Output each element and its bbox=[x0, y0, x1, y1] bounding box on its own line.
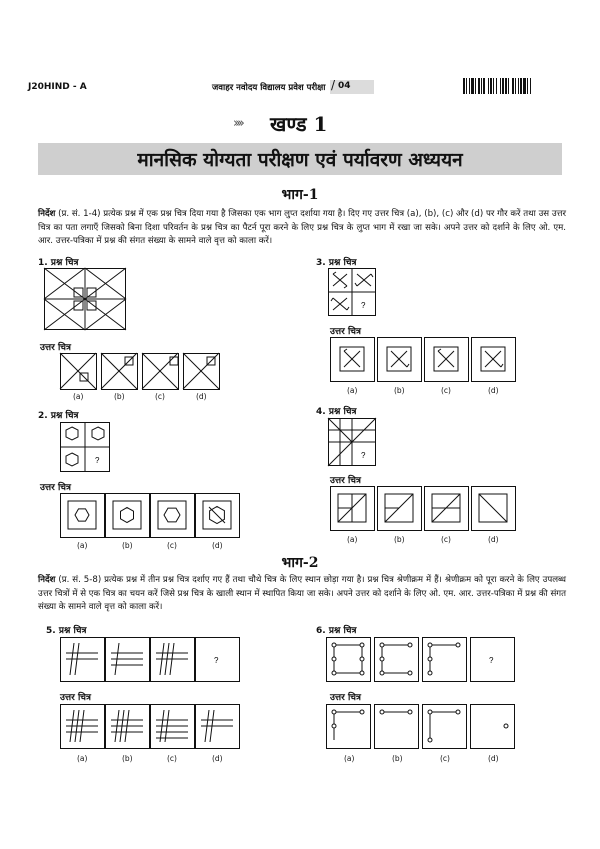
q3-label: 3. प्रश्न चित्र bbox=[316, 258, 357, 268]
option-b: (b) bbox=[122, 754, 133, 763]
option-c: (c) bbox=[155, 392, 165, 401]
part1-instruction bbox=[38, 208, 566, 249]
answer-cell bbox=[151, 494, 195, 538]
answer-cell bbox=[425, 487, 469, 531]
q1-answer-label: उत्तर चित्र bbox=[40, 343, 71, 353]
answer-cell bbox=[61, 494, 105, 538]
answer-cell bbox=[151, 638, 195, 682]
q6-answer-label: उत्तर चित्र bbox=[330, 693, 361, 703]
answer-cell bbox=[61, 705, 105, 749]
answer-cell bbox=[471, 638, 515, 682]
answer-cell bbox=[183, 353, 220, 390]
page-number: 04 bbox=[338, 81, 351, 91]
q2-answer-figures bbox=[60, 493, 240, 537]
option-a: (a) bbox=[77, 754, 88, 763]
q6-answer-figures bbox=[326, 704, 518, 749]
option-c: (c) bbox=[440, 754, 450, 763]
answer-cell bbox=[378, 338, 422, 382]
option-d: (d) bbox=[488, 386, 499, 395]
answer-cell bbox=[151, 705, 195, 749]
answer-cell bbox=[196, 705, 240, 749]
q1-label: 1. प्रश्न चित्र bbox=[38, 258, 79, 268]
q5-answer-figures bbox=[60, 704, 240, 749]
q1-answer-figures bbox=[60, 353, 220, 391]
q4-answer-figures bbox=[330, 486, 520, 531]
double-chevron-icon: ›››› bbox=[233, 116, 242, 131]
section-title: खण्ड 1 bbox=[270, 112, 328, 136]
answer-cell bbox=[472, 338, 516, 382]
part1-heading: भाग-1 bbox=[281, 187, 319, 203]
answer-cell bbox=[327, 705, 371, 749]
q3-missing-mark: ? bbox=[361, 301, 366, 310]
answer-cell bbox=[472, 487, 516, 531]
answer-cell bbox=[60, 353, 97, 390]
answer-cell bbox=[425, 338, 469, 382]
option-a: (a) bbox=[347, 535, 358, 544]
q3-question-figure bbox=[328, 268, 376, 316]
answer-cell bbox=[375, 705, 419, 749]
q6-question-figures bbox=[326, 637, 518, 682]
q4-label: 4. प्रश्न चित्र bbox=[316, 407, 357, 417]
answer-cell bbox=[423, 638, 467, 682]
part2-instruction bbox=[38, 574, 566, 615]
answer-cell bbox=[375, 638, 419, 682]
answer-cell bbox=[471, 705, 515, 749]
instruction-lead: निर्देश bbox=[38, 209, 56, 219]
option-d: (d) bbox=[488, 535, 499, 544]
q4-question-figure bbox=[328, 418, 376, 466]
option-b: (b) bbox=[114, 392, 125, 401]
q5-missing-mark: ? bbox=[214, 656, 219, 665]
answer-cell bbox=[142, 353, 179, 390]
part2-heading: भाग-2 bbox=[281, 555, 319, 571]
option-c: (c) bbox=[167, 754, 177, 763]
q4-missing-mark: ? bbox=[361, 451, 366, 460]
option-a: (a) bbox=[77, 541, 88, 550]
answer-cell bbox=[331, 338, 375, 382]
q4-answer-label: उत्तर चित्र bbox=[330, 476, 361, 486]
option-c: (c) bbox=[441, 386, 451, 395]
answer-cell bbox=[331, 487, 375, 531]
answer-cell bbox=[196, 494, 240, 538]
answer-cell bbox=[378, 487, 422, 531]
answer-cell bbox=[61, 638, 105, 682]
q3-answer-label: उत्तर चित्र bbox=[330, 327, 361, 337]
page-divider: / bbox=[331, 78, 336, 92]
option-c: (c) bbox=[167, 541, 177, 550]
instruction-lead: निर्देश bbox=[38, 575, 56, 585]
q2-answer-label: उत्तर चित्र bbox=[40, 483, 71, 493]
barcode bbox=[463, 78, 575, 94]
q2-label: 2. प्रश्न चित्र bbox=[38, 411, 79, 421]
answer-cell bbox=[423, 705, 467, 749]
option-d: (d) bbox=[212, 754, 223, 763]
option-c: (c) bbox=[441, 535, 451, 544]
q5-question-figures bbox=[60, 637, 240, 682]
option-b: (b) bbox=[394, 535, 405, 544]
option-a: (a) bbox=[344, 754, 355, 763]
exam-title: जवाहर नवोदय विद्यालय प्रवेश परीक्षा bbox=[212, 83, 326, 93]
q1-question-figure bbox=[44, 268, 126, 330]
q2-question-figure bbox=[60, 422, 110, 472]
q2-missing-mark: ? bbox=[95, 456, 100, 465]
answer-cell bbox=[101, 353, 138, 390]
answer-cell bbox=[196, 638, 240, 682]
instruction-text: (प्र. सं. 1-4) प्रत्येक प्रश्न में एक प्रश्न चित्र दिया गया है जिसका एक भाग लुप्त दर्शाया गया है। दिए गए उत्तर चित्र (a), (b), (c) और (d) पर गौर करें तथा उस उत्तर चित्र का पता लगाएँ जिसको बिना दिशा परिवर्तन के प्रश्न चित्र का पैटर्न पूरा करने के लिए प्रश्न चित्र के लुप्त भाग में रखा जा सके। अपने उत्तर को दर्शाने के लिए ओ. एम. आर. उत्तर-पत्रिका में प्रश्न की संगत संख्या के सामने वाले वृत्त को काला करें। bbox=[38, 209, 566, 247]
option-a: (a) bbox=[347, 386, 358, 395]
answer-cell bbox=[106, 705, 150, 749]
q6-label: 6. प्रश्न चित्र bbox=[316, 626, 357, 636]
q5-answer-label: उत्तर चित्र bbox=[60, 693, 91, 703]
option-b: (b) bbox=[394, 386, 405, 395]
q6-missing-mark: ? bbox=[489, 656, 494, 665]
option-b: (b) bbox=[392, 754, 403, 763]
answer-cell bbox=[327, 638, 371, 682]
option-d: (d) bbox=[212, 541, 223, 550]
page-number-box bbox=[330, 80, 374, 94]
option-d: (d) bbox=[196, 392, 207, 401]
answer-cell bbox=[106, 638, 150, 682]
q3-answer-figures bbox=[330, 337, 520, 382]
answer-cell bbox=[106, 494, 150, 538]
q5-label: 5. प्रश्न चित्र bbox=[46, 626, 87, 636]
paper-code: J20HIND - A bbox=[28, 82, 87, 92]
option-b: (b) bbox=[122, 541, 133, 550]
instruction-text: (प्र. सं. 5-8) प्रत्येक प्रश्न में तीन प्रश्न चित्र दर्शाए गए हैं तथा चौथे चित्र के लिए स्थान छोड़ा गया है। प्रश्न चित्र श्रेणीक्रम में हैं। श्रेणीक्रम को पूरा करने के लिए उपलब्ध उत्तर चित्रों में से एक चित्र का चयन करें जिसे प्रश्न चित्र के खाली स्थान में स्थापित किया जा सके। अपने उत्तर को दर्शाने के लिए ओ. एम. आर. उत्तर-पत्रिका में प्रश्न की संगत संख्या के सामने वाले वृत्त को काला करें। bbox=[38, 575, 567, 613]
option-d: (d) bbox=[488, 754, 499, 763]
option-a: (a) bbox=[73, 392, 84, 401]
section-banner: मानसिक योग्यता परीक्षण एवं पर्यावरण अध्ययन bbox=[38, 143, 562, 175]
